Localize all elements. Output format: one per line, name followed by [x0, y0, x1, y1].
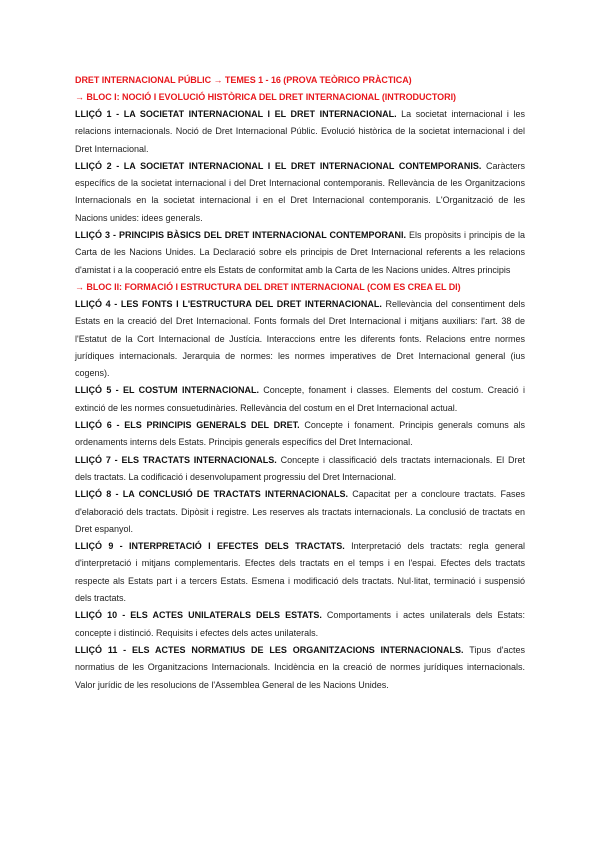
- lesson-title: LLIÇÓ 1 - LA SOCIETAT INTERNACIONAL I EL DRET INTERNACIONAL.: [75, 109, 397, 119]
- lesson-5: [75, 382, 525, 417]
- lesson-title: LLIÇÓ 3 - PRINCIPIS BÀSICS DEL DRET INTERNACIONAL CONTEMPORANI.: [75, 230, 407, 241]
- document-title: DRET INTERNACIONAL PÚBLIC → TEMES 1 - 16 (PROVA TEÒRICO PRÀCTICA): [75, 75, 412, 85]
- lesson-title: LLIÇÓ 4 - LES FONTS I L'ESTRUCTURA DEL DRET INTERNACIONAL.: [75, 298, 382, 309]
- lesson-title: LLIÇÓ 11 - ELS ACTES NORMATIUS DE LES ORGANITZACIONS INTERNACIONALS.: [75, 644, 464, 655]
- lesson-body: Tipus d'actes normatius de les Organitzacions Internacionals. Incidència en la creació de normes jurídiques internacionals. Valor jurídic de les resolucions de l'Assemblea General de les Nacions Unides.: [75, 644, 525, 690]
- lesson-title: LLIÇÓ 7 - ELS TRACTATS INTERNACIONALS.: [75, 454, 277, 465]
- lesson-body: Els propòsits i principis de la Carta de les Nacions Unides. La Declaració sobre els principis de Dret Internacional referents a les relacions d'amistat i a la cooperació entre els Estats de conformitat amb la Carta de les Nacions unides. Altres principis: [75, 230, 525, 275]
- lesson-body: Caràcters específics de la societat internacional i del Dret Internacional contemporanis. Rellevància de les Organitzacions Internacionals en la societat internacional i en el Dret Internacional contemporanis. L'Organització de les Nacions unides: idees generals.: [75, 160, 525, 223]
- lesson-title: LLIÇÓ 6 - ELS PRINCIPIS GENERALS DEL DRET.: [75, 420, 300, 431]
- lesson-body: Concepte i fonament. Principis generals comuns als ordenaments interns dels Estats. Principis generals específics del Dret Internacional.: [75, 420, 526, 448]
- lesson-11: [75, 642, 525, 694]
- lesson-10: [75, 607, 525, 642]
- lesson-7: [75, 452, 525, 487]
- lesson-body: Concepte i classificació dels tractats internacionals. El Dret dels tractats. La codificació i desenvolupament progressiu del Dret Internacional.: [75, 454, 525, 482]
- lesson-body: Rellevància del consentiment dels Estats en la creació del Dret Internacional. Fonts formals del Dret Internacional i mitjans auxiliars: l'art. 38 de l'Estatut de la Cort Internacional de Justícia. Interaccions entre les diferents fonts. Relacions entre normes jurídiques internacionals. Jerarquia de normes: les normes imperatives de Dret Internacional general (ius cogens).: [75, 298, 525, 379]
- section-heading-bloc-2: → BLOC II: FORMACIÓ I ESTRUCTURA DEL DRET INTERNACIONAL (COM ES CREA EL DI): [75, 281, 461, 292]
- lesson-4: [75, 296, 525, 382]
- lesson-body: Capacitat per a concloure tractats. Fases d'elaboració dels tractats. Dipòsit i registre. Les reserves als tractats internacionals. La conclusió de tractats en Dret espanyol.: [75, 489, 525, 534]
- lesson-title: LLIÇÓ 2 - LA SOCIETAT INTERNACIONAL I EL DRET INTERNACIONAL CONTEMPORANIS.: [75, 160, 482, 171]
- lesson-title: LLIÇÓ 5 - EL COSTUM INTERNACIONAL.: [75, 385, 259, 396]
- lesson-6: [75, 417, 525, 452]
- lesson-title: LLIÇÓ 8 - LA CONCLUSIÓ DE TRACTATS INTERNACIONALS.: [75, 489, 348, 500]
- section-heading-bloc-1: → BLOC I: NOCIÓ I EVOLUCIÓ HISTÒRICA DEL DRET INTERNACIONAL (INTRODUCTORI): [75, 92, 456, 102]
- lesson-8: [75, 486, 525, 538]
- lesson-body: Interpretació dels tractats: regla general d'interpretació i mitjans complementaris. Efectes dels tractats en el temps i en l'espai. Efectes dels tractats respecte als Estats part i a tercers Estats. Esmena i modificació dels tractats. Nul·litat, terminació i suspensió dels tractats.: [75, 541, 525, 604]
- lesson-title: LLIÇÓ 10 - ELS ACTES UNILATERALS DELS ESTATS.: [75, 610, 322, 621]
- lesson-9: [75, 538, 525, 607]
- lesson-title: LLIÇÓ 9 - INTERPRETACIÓ I EFECTES DELS TRACTATS.: [75, 541, 345, 552]
- lesson-body: Concepte, fonament i classes. Elements del costum. Creació i extinció de les normes consuetudinàries. Rellevància del costum en el Dret Internacional actual.: [75, 385, 525, 413]
- lesson-3: [75, 227, 525, 279]
- lesson-1: [75, 106, 525, 158]
- lesson-2: [75, 158, 525, 227]
- lesson-body: La societat internacional i les relacions internacionals. Noció de Dret Internacional Públic. Evolució històrica de la societat internacional i del Dret Internacional.: [75, 109, 525, 154]
- lesson-body: Comportaments i actes unilaterals dels Estats: concepte i distinció. Requisits i efectes dels actes unilaterals.: [75, 610, 525, 638]
